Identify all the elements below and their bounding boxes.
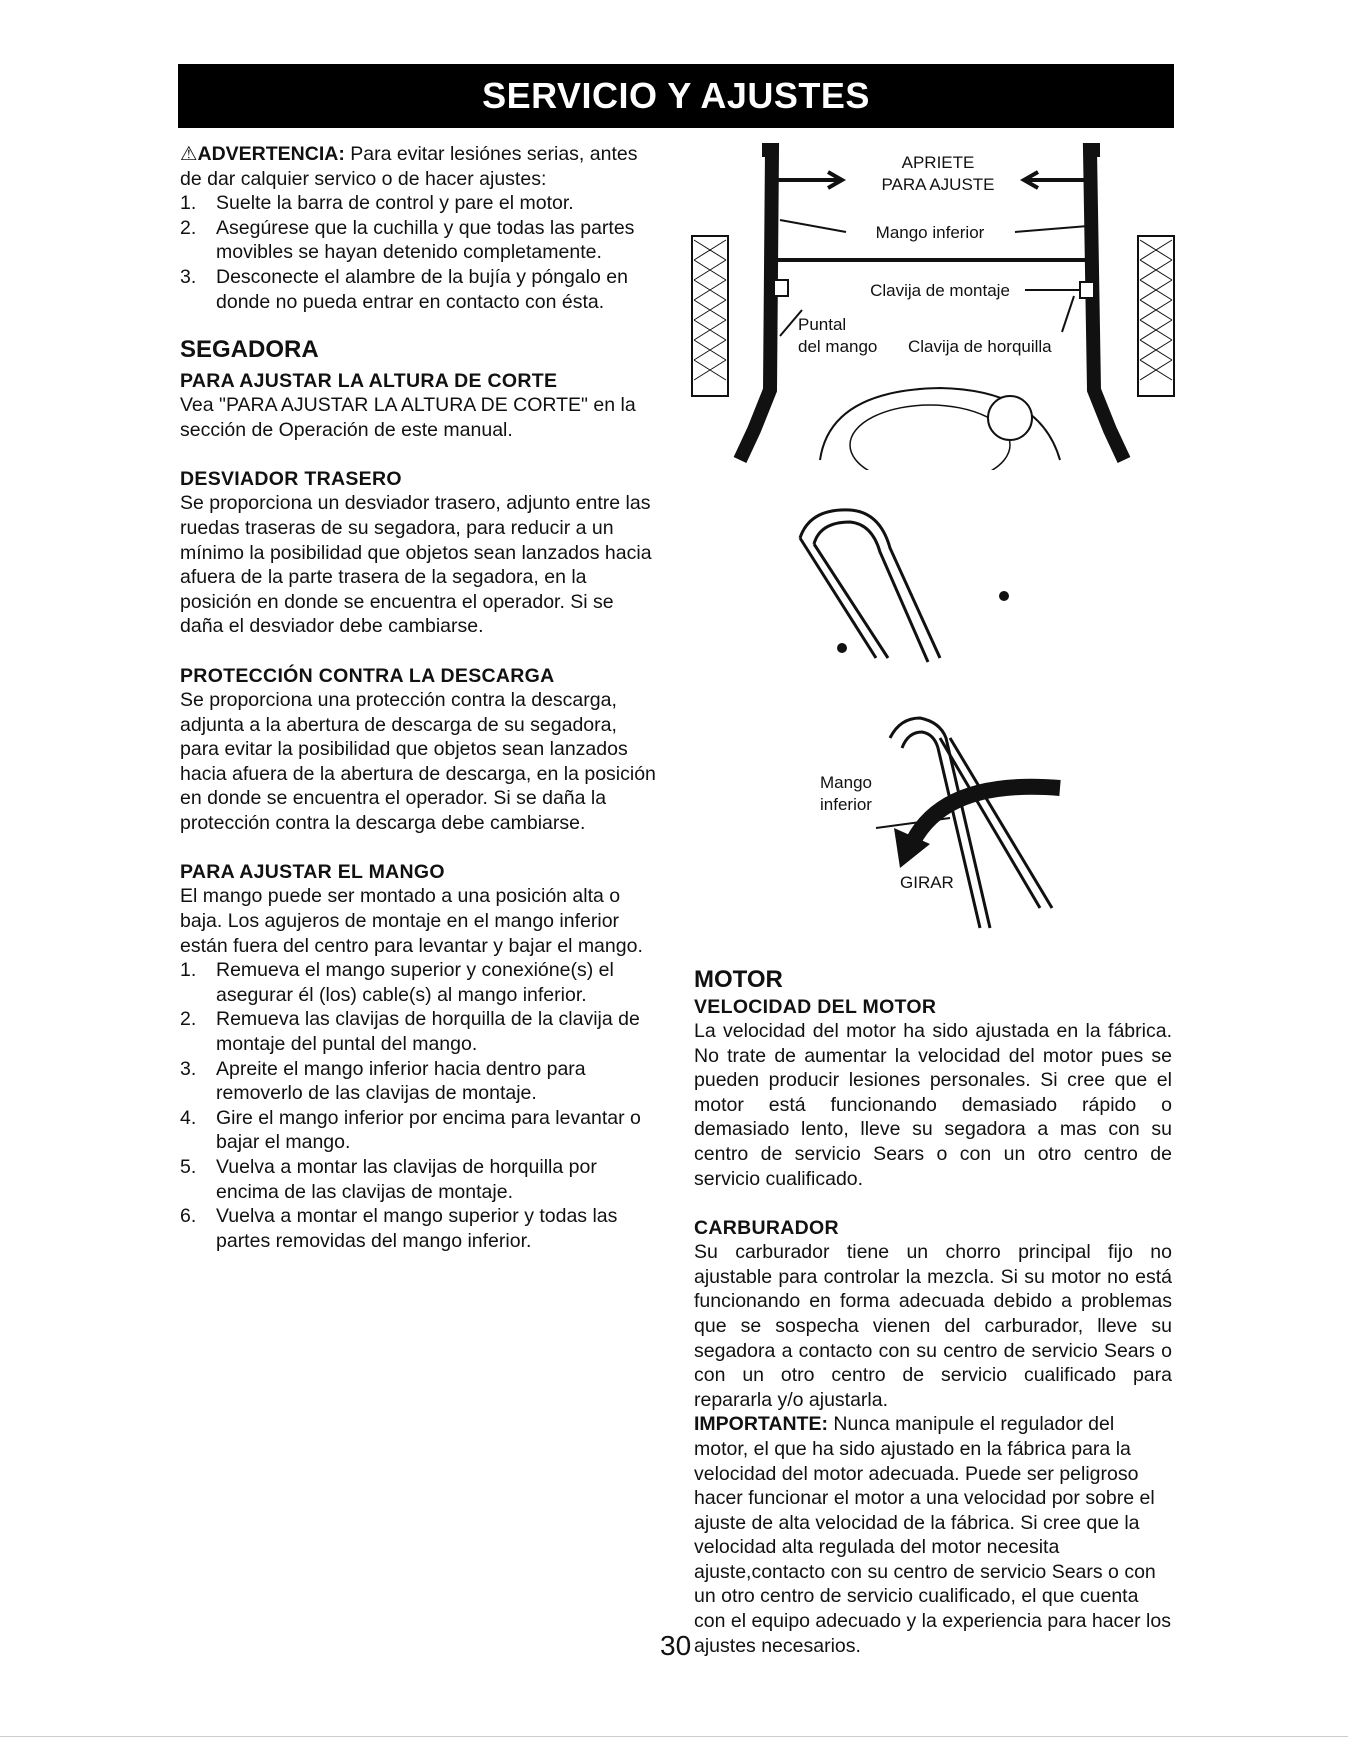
page-header	[178, 64, 1174, 128]
subsection-title: PROTECCIÓN CONTRA LA DESCARGA	[180, 664, 555, 687]
step-text: Remueva el mango superior y conexióne(s) el asegurar él (los) cable(s) al mango inferior.	[216, 959, 614, 1006]
arrow-left-icon	[1024, 172, 1086, 188]
step-number: 2.	[180, 216, 197, 239]
step-text: Apreite el mango inferior hacia dentro para removerlo de las clavijas de montaje.	[216, 1057, 586, 1105]
right-wheel	[1138, 236, 1174, 396]
list-item	[180, 1155, 658, 1204]
step-number: 6.	[180, 1205, 197, 1228]
subsection-title: CARBURADOR	[694, 1217, 839, 1240]
important-text: Nunca manipule el regulador del motor, el que ha sido ajustado en la fábrica para la velocidad del motor adecuada. Puede ser peligroso hacer funcionar el motor a una velocidad por sobre el ajuste de alta velocidad de la fábrica. Si cree que la velocidad alta regulada del motor necesita ajuste,contacto con su centro de servicio Sears o con un otro centro de servicio cualificado, el que cuenta con el equipo adecuado y la experiencia para hacer los ajustes necesarios.	[694, 1413, 1171, 1657]
step-number: 4.	[180, 1106, 197, 1129]
subsection-title: DESVIADOR TRASERO	[180, 468, 402, 491]
warning-text: Para evitar lesiónes serias, antes de dar calquier servico o de hacer ajustes:	[180, 143, 638, 190]
left-handle-bar	[740, 150, 772, 460]
paragraph: El mango puede ser montado a una posición alta o baja. Los agujeros de montaje en el mango inferior están fuera del centro para levantar y bajar el mango.	[180, 885, 643, 957]
right-column	[694, 966, 1172, 1684]
left-wheel	[692, 236, 728, 396]
label-clavija-horquilla: Clavija de horquilla	[908, 337, 1052, 356]
paragraph: Se proporciona un desviador trasero, adjunto entre las ruedas traseras de su segadora, para reducir a un mínimo la posibilidad que objetos sean lanzados hacia afuera de la parte trasera de la segadora, en la posición en donde se encuentra el operador. Si se daña el desviador debe cambiarse.	[180, 492, 652, 638]
paragraph: Vea "PARA AJUSTAR LA ALTURA DE CORTE" en la sección de Operación de este manual.	[180, 394, 636, 441]
bottom-divider	[0, 1736, 1348, 1737]
paragraph: Su carburador tiene un chorro principal fijo no ajustable para controlar la mezcla. Si su motor no está funcionando en forma adecuada debido a problemas que se sospecha vienen del carburador, lleve su segadora a contacto con su centro de servicio Sears o con un otro centro de servicio cualificado para repararla y/o ajustarla.	[694, 1241, 1172, 1411]
warning-label: ADVERTENCIA:	[197, 143, 345, 165]
label-inferior: inferior	[820, 795, 872, 814]
label-mango-inferior: Mango inferior	[875, 223, 985, 242]
step-text: Vuelva a montar el mango superior y todas las partes removidas del mango inferior.	[216, 1205, 618, 1252]
label-girar: GIRAR	[900, 873, 954, 892]
list-item	[180, 265, 658, 314]
list-item	[180, 191, 658, 216]
step-number: 3.	[180, 1057, 197, 1080]
warning-triangle-icon: ⚠	[180, 143, 198, 165]
step-text: Suelte la barra de control y pare el motor.	[216, 192, 574, 215]
altura-block	[180, 370, 658, 442]
step-text: Vuelva a montar las clavijas de horquilla por encima de las clavijas de montaje.	[216, 1156, 597, 1203]
left-column	[180, 142, 658, 1279]
section-title-segadora: SEGADORA	[180, 336, 319, 364]
list-item	[180, 958, 658, 1007]
label-clavija-montaje: Clavija de montaje	[870, 281, 1010, 300]
step-text: Asegúrese que la cuchilla y que todas las partes movibles se hayan detenido completamente.	[216, 216, 635, 264]
label-mango: Mango	[820, 773, 872, 792]
carburador-block	[694, 1217, 1172, 1658]
paragraph: Se proporciona una protección contra la descarga, adjunta a la abertura de descarga de su segadora, para evitar la posibilidad que objetos sean lanzados hacia afuera de la abertura de descarga, en la posición en donde se encuentra el operador. Si se daña la protección contra la descarga debe cambiarse.	[180, 688, 656, 834]
step-number: 2.	[180, 1008, 197, 1031]
mango-block	[180, 861, 658, 1253]
step-text: Gire el mango inferior por encima para levantar o bajar el mango.	[216, 1106, 641, 1154]
handle-rotate-figure	[790, 488, 1120, 958]
subsection-title: VELOCIDAD DEL MOTOR	[694, 996, 937, 1018]
velocidad-block	[694, 996, 1172, 1191]
list-item	[180, 1106, 658, 1155]
label-apriete: APRIETE	[901, 153, 975, 172]
warning-block	[180, 142, 658, 314]
list-item	[180, 216, 658, 265]
label-puntal: Puntal	[798, 315, 847, 334]
warning-steps	[180, 191, 658, 314]
mango-steps	[180, 958, 658, 1253]
arrow-right-icon	[776, 172, 842, 188]
step-number: 3.	[180, 265, 197, 288]
section-title-motor: MOTOR	[694, 966, 783, 993]
list-item	[180, 1204, 658, 1253]
step-number: 5.	[180, 1156, 197, 1178]
subsection-title: PARA AJUSTAR LA ALTURA DE CORTE	[180, 370, 558, 393]
important-label: IMPORTANTE:	[694, 1413, 828, 1436]
step-text: Desconecte el alambre de la bujía y póngalo en donde no pueda entrar en contacto con ésta.	[216, 265, 628, 313]
paragraph: La velocidad del motor ha sido ajustada en la fábrica. No trate de aumentar la velocidad del motor pues se pueden producir lesiones personales. Si cree que el motor está funcionando demasiado rápido o demasiado lento, lleve su segadora a mas con su centro de servicio Sears o con un otro centro de servicio cualificado.	[694, 1020, 1172, 1190]
list-item	[180, 1057, 658, 1106]
subsection-title: PARA AJUSTAR EL MANGO	[180, 861, 445, 884]
label-del-mango: del mango	[798, 337, 878, 356]
page-title: SERVICIO Y AJUSTES	[482, 75, 870, 116]
proteccion-block	[180, 665, 658, 836]
step-number: 1.	[180, 959, 197, 982]
step-text: Remueva las clavijas de horquilla de la clavija de montaje del puntal del mango.	[216, 1008, 640, 1056]
step-number: 1.	[180, 192, 197, 215]
label-para-ajuste: PARA AJUSTE	[881, 175, 995, 194]
desviador-block	[180, 468, 658, 639]
handle-adjust-figure	[690, 140, 1180, 470]
right-handle-bar	[1090, 150, 1124, 460]
list-item	[180, 1007, 658, 1056]
page-number: 30	[660, 1630, 692, 1661]
